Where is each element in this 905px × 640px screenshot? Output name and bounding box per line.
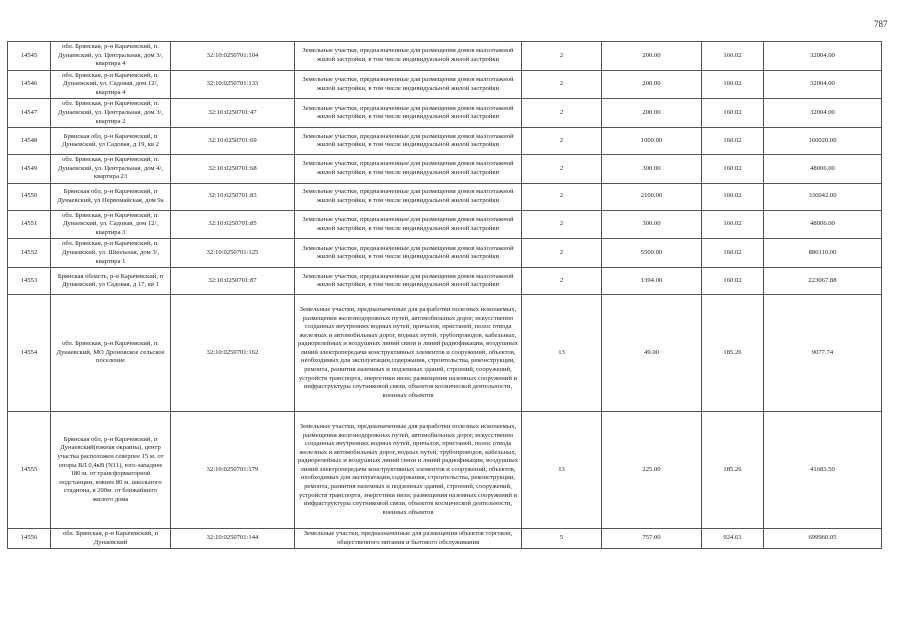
row-number: 14545 — [8, 42, 51, 71]
cadastral-number-cell: 32:10:0250701:133 — [171, 70, 295, 99]
cadastral-number-cell: 32:10:0250701:69 — [171, 128, 295, 155]
table-row — [8, 99, 882, 128]
address-cell: обл. Брянская, р-н Карачевский, п. Дунаевский, МО Дроновское сельское поселение — [51, 295, 171, 412]
table-row — [8, 412, 882, 529]
row-number: 14556 — [8, 529, 51, 549]
area-cell: 200.00 — [602, 42, 702, 71]
row-number: 14553 — [8, 268, 51, 295]
area-cell: 5500.00 — [602, 239, 702, 268]
specific-value-cell: 160.02 — [702, 155, 764, 184]
cadastral-number-cell: 32:10:0250701:162 — [171, 295, 295, 412]
address-cell: обл. Брянская, р-н Карачевский, п. Дунаевский, ул. Центральная, дом 3/, квартира 4 — [51, 42, 171, 71]
cadastral-value-cell: 48006.00 — [764, 210, 882, 239]
land-use-cell: Земельные участки, предназначенные для размещения домов малоэтажной жилой застройки, в том числе индивидуальной жилой застройки — [295, 99, 522, 128]
category-code-cell: 13 — [522, 412, 602, 529]
cadastral-number-cell: 32:10:0250701:125 — [171, 239, 295, 268]
area-cell: 1394.00 — [602, 268, 702, 295]
land-use-cell: Земельные участки, предназначенные для размещения объектов торговли, общественного питания и бытового обслуживания — [295, 529, 522, 549]
area-cell: 49.00 — [602, 295, 702, 412]
cadastral-number-cell: 32:10:0250701:179 — [171, 412, 295, 529]
cadastral-value-cell: 41683.50 — [764, 412, 882, 529]
cadastral-value-cell: 48006.00 — [764, 155, 882, 184]
area-cell: 225.00 — [602, 412, 702, 529]
row-number: 14555 — [8, 412, 51, 529]
table-row — [8, 155, 882, 184]
category-code-cell: 2 — [522, 183, 602, 210]
specific-value-cell: 185.26 — [702, 412, 764, 529]
land-use-cell: Земельные участки, предназначенные для размещения домов малоэтажной жилой застройки, в том числе индивидуальной жилой застройки — [295, 155, 522, 184]
area-cell: 300.00 — [602, 210, 702, 239]
address-cell: обл. Брянская, р-н Карачевский, п. Дунаевский, ул. Садовая, дом 12/, квартира 4 — [51, 70, 171, 99]
table-row — [8, 70, 882, 99]
row-number: 14548 — [8, 128, 51, 155]
cadastral-number-cell: 32:10:0250701:87 — [171, 268, 295, 295]
cadastral-value-cell: 32004.00 — [764, 42, 882, 71]
table-row — [8, 128, 882, 155]
specific-value-cell: 160.02 — [702, 42, 764, 71]
row-number: 14547 — [8, 99, 51, 128]
cadastral-value-cell: 160020.00 — [764, 128, 882, 155]
category-code-cell: 2 — [522, 42, 602, 71]
specific-value-cell: 185.26 — [702, 295, 764, 412]
address-cell: обл. Брянская, р-н Карачевский, п. Дунаевский, ул. Центральная, дом 4/, квартира 23 — [51, 155, 171, 184]
specific-value-cell: 160.02 — [702, 70, 764, 99]
cadastral-value-cell: 32004.00 — [764, 99, 882, 128]
cadastral-number-cell: 32:10:0250701:47 — [171, 99, 295, 128]
category-code-cell: 13 — [522, 295, 602, 412]
address-cell: обл. Брянская, р-н Карачевский, п Дунаевский — [51, 529, 171, 549]
category-code-cell: 2 — [522, 239, 602, 268]
specific-value-cell: 160.02 — [702, 239, 764, 268]
address-cell: обл. Брянская, р-н Карачевский, п. Дунаевский, ул. Школьная, дом 3/, квартира 1 — [51, 239, 171, 268]
specific-value-cell: 160.02 — [702, 128, 764, 155]
cadastral-number-cell: 32:10:0250701:144 — [171, 529, 295, 549]
land-use-cell: Земельные участки, предназначенные для разработки полезных ископаемых, размещения железнодорожных путей, автомобильных дорог, искусственно созданных внутренних водных путей, причалов, пристаней, полос отвода железных и автомобильных дорог, водных путей, трубопроводов, кабельных, радиорелейных и воздушных линий связи и линий радиофикации, воздушных линий электропередачи конструктивных элементов и сооружений, объектов, необходимых для эксплуатации,содержания, строительства, реконструкции, ремонта, развития наземных и подземных зданий, строений, сооружений, устройств транспорта, энергетики иизи; размещения наземных сооружений и инфраструктуры спутниковой связи, объектов космической деятельности, военных объектов — [295, 412, 522, 529]
table-row — [8, 239, 882, 268]
address-cell: Брянская обл, р-н Карачевский, п Дунаевский(южная окраина), центр участка расположен северпее 15 м. от опоры ВЛ 0,4кВ (N11), юго-западнее 180 м. от трансформаторной подстанции, южнее 80 м. школьного стадиона, в 200м. от ближайшего жилого дома — [51, 412, 171, 529]
category-code-cell: 2 — [522, 155, 602, 184]
table-row — [8, 183, 882, 210]
cadastral-value-cell: 32004.00 — [764, 70, 882, 99]
area-cell: 300.00 — [602, 155, 702, 184]
row-number: 14554 — [8, 295, 51, 412]
land-use-cell: Земельные участки, предназначенные для размещения домов малоэтажной жилой застройки, в том числе индивидуальной жилой застройки — [295, 70, 522, 99]
table-row — [8, 42, 882, 71]
cadastral-value-cell: 880110.00 — [764, 239, 882, 268]
cadastral-value-cell: 699960.05 — [764, 529, 882, 549]
land-use-cell: Земельные участки, предназначенные для размещения домов малоэтажной жилой застройки, в том числе индивидуальной жилой застройки — [295, 239, 522, 268]
row-number: 14550 — [8, 183, 51, 210]
cadastral-number-cell: 32:10:0250701:83 — [171, 183, 295, 210]
cadastral-value-cell: 223067.88 — [764, 268, 882, 295]
address-cell: обл. Брянская, р-н Карачевский, п. Дунаевский, ул. Садовая, дом 12/, квартира 3 — [51, 210, 171, 239]
category-code-cell: 2 — [522, 210, 602, 239]
cadastral-value-table — [7, 41, 882, 549]
area-cell: 2100.00 — [602, 183, 702, 210]
land-use-cell: Земельные участки, предназначенные для размещения домов малоэтажной жилой застройки, в том числе индивидуальной жилой застройки — [295, 183, 522, 210]
row-number: 14546 — [8, 70, 51, 99]
category-code-cell: 2 — [522, 128, 602, 155]
table-row — [8, 529, 882, 549]
land-use-cell: Земельные участки, предназначенные для размещения домов малоэтажной жилой застройки, в том числе индивидуальной жилой застройки — [295, 42, 522, 71]
specific-value-cell: 160.02 — [702, 183, 764, 210]
area-cell: 200.00 — [602, 99, 702, 128]
category-code-cell: 2 — [522, 70, 602, 99]
cadastral-value-cell: 9077.74 — [764, 295, 882, 412]
table-row — [8, 295, 882, 412]
address-cell: Брянская обл, р-н Карачевский, п Дунаевский, ул Первомайская, дом 9а — [51, 183, 171, 210]
table-row — [8, 210, 882, 239]
address-cell: обл. Брянская, р-н Карачевский, п. Дунаевский, ул. Центральная, дом 3/, квартира 2 — [51, 99, 171, 128]
cadastral-value-cell: 336042.00 — [764, 183, 882, 210]
page-number: 787 — [874, 19, 888, 29]
land-use-cell: Земельные участки, предназначенные для размещения домов малоэтажной жилой застройки, в том числе индивидуальной жилой застройки — [295, 128, 522, 155]
cadastral-number-cell: 32:10:0250701:104 — [171, 42, 295, 71]
specific-value-cell: 160.02 — [702, 99, 764, 128]
specific-value-cell: 160.02 — [702, 210, 764, 239]
row-number: 14549 — [8, 155, 51, 184]
row-number: 14552 — [8, 239, 51, 268]
cadastral-number-cell: 32:10:0250701:85 — [171, 210, 295, 239]
category-code-cell: 2 — [522, 268, 602, 295]
address-cell: Брянская обл, р-н Карачевский, п Дунаевский, ул Садовая, д 19, кв 2 — [51, 128, 171, 155]
row-number: 14551 — [8, 210, 51, 239]
category-code-cell: 2 — [522, 99, 602, 128]
category-code-cell: 5 — [522, 529, 602, 549]
area-cell: 1000.00 — [602, 128, 702, 155]
table-body — [8, 42, 882, 549]
cadastral-number-cell: 32:10:0250701:68 — [171, 155, 295, 184]
land-use-cell: Земельные участки, предназначенные для разработки полезных ископаемых, размещения железнодорожных путей, автомобильных дорог, искусственно созданных внутренних водных путей, причалов, пристаней, полос отвода железных и автомобильных дорог, водных путей, трубопроводов, кабельных, радиорелейных и воздушных линий связи и линий радиофикации, воздушных линий электропередачи конструктивных элементов и сооружений, объектов, необходимых для эксплуатации,содержания, строительства, реконструкции, ремонта, развития наземных и подземных зданий, строений, сооружений, устройств транспорта, энергетики иизи; размещения наземных сооружений и инфраструктуры спутниковой связи, объектов космической деятельности, военных объектов — [295, 295, 522, 412]
specific-value-cell: 160.02 — [702, 268, 764, 295]
land-use-cell: Земельные участки, предназначенные для размещения домов малоэтажной жилой застройки, в том числе индивидуальной жилой застройки — [295, 210, 522, 239]
area-cell: 200.00 — [602, 70, 702, 99]
area-cell: 757.00 — [602, 529, 702, 549]
address-cell: Брянская область, р-н Карачевский, п Дунаевский, ул Садовая, д 17, кв 1 — [51, 268, 171, 295]
land-use-cell: Земельные участки, предназначенные для размещения домов малоэтажной жилой застройки, в том числе индивидуальной жилой застройки — [295, 268, 522, 295]
specific-value-cell: 924.63 — [702, 529, 764, 549]
table-row — [8, 268, 882, 295]
